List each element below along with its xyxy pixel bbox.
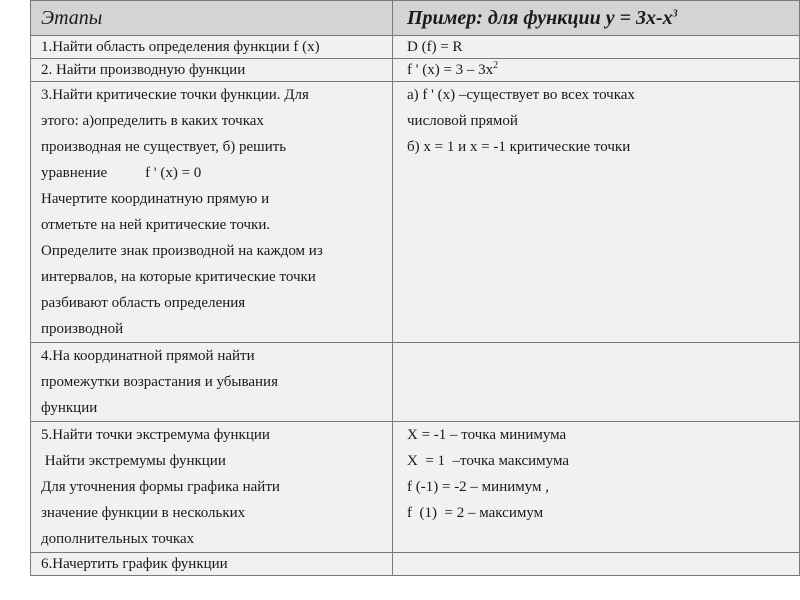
step-text: этого: а)определить в каких точках bbox=[41, 113, 264, 129]
table-row bbox=[31, 343, 800, 422]
step-cell bbox=[31, 343, 393, 422]
step-text: промежутки возрастания и убывания bbox=[41, 374, 278, 390]
example-text: Х = 1 –точка максимума bbox=[407, 453, 570, 469]
equation-text: f ' (x) = 0 bbox=[145, 165, 202, 181]
step-cell bbox=[31, 36, 393, 59]
step-cell bbox=[31, 553, 393, 576]
step-text: интервалов, на которые критические точки bbox=[41, 269, 316, 285]
step-text: 6.Начертить график функции bbox=[41, 556, 228, 572]
step-text: значение функции в нескольких bbox=[41, 505, 246, 521]
step-text: Начертите координатную прямую и bbox=[41, 191, 270, 207]
example-cell bbox=[393, 59, 800, 82]
header-example-exponent: 3 bbox=[672, 8, 678, 20]
step-text: производная не существует, б) решить bbox=[41, 139, 287, 155]
example-text: f (-1) = -2 – минимум , bbox=[407, 479, 550, 495]
header-row bbox=[31, 1, 800, 36]
step-text: производной bbox=[41, 321, 124, 337]
step-text: дополнительных точках bbox=[41, 531, 195, 547]
steps-table bbox=[30, 0, 800, 576]
example-text: D (f) = R bbox=[407, 39, 463, 55]
derivative-exponent: 2 bbox=[493, 60, 499, 71]
step-text: функции bbox=[41, 400, 98, 416]
step-text: Определите знак производной на каждом из bbox=[41, 243, 323, 259]
step-text: уравнение bbox=[41, 165, 108, 181]
example-cell bbox=[393, 82, 800, 343]
step-cell bbox=[31, 59, 393, 82]
example-cell bbox=[393, 36, 800, 59]
header-example-label: Пример: для функции y = 3x-x bbox=[407, 7, 673, 29]
step-text: 3.Найти критические точки функции. Для bbox=[41, 87, 309, 103]
example-cell bbox=[393, 343, 800, 422]
table-row bbox=[31, 36, 800, 59]
equation-line bbox=[41, 160, 386, 186]
step-text: 2. Найти производную функции bbox=[41, 62, 246, 78]
example-text bbox=[407, 59, 793, 81]
table-row bbox=[31, 82, 800, 343]
table-row bbox=[31, 59, 800, 82]
step-cell bbox=[31, 82, 393, 343]
example-cell bbox=[393, 422, 800, 553]
step-text: 4.На координатной прямой найти bbox=[41, 348, 255, 364]
step-text: 5.Найти точки экстремума функции bbox=[41, 427, 270, 443]
example-text: числовой прямой bbox=[407, 113, 518, 129]
step-text: Для уточнения формы графика найти bbox=[41, 479, 280, 495]
step-text: отметьте на ней критические точки. bbox=[41, 217, 271, 233]
example-text: а) f ' (x) –существует во всех точках bbox=[407, 87, 635, 103]
table-row bbox=[31, 422, 800, 553]
example-text: б) х = 1 и х = -1 критические точки bbox=[407, 139, 631, 155]
example-cell bbox=[393, 553, 800, 576]
step-text: Найти экстремумы функции bbox=[41, 453, 226, 469]
step-cell bbox=[31, 422, 393, 553]
example-text: f (1) = 2 – максимум bbox=[407, 505, 544, 521]
header-example bbox=[393, 1, 800, 36]
header-stages bbox=[31, 1, 393, 36]
example-text: Х = -1 – точка минимума bbox=[407, 427, 567, 443]
step-text: 1.Найти область определения функции f (x) bbox=[41, 39, 320, 55]
derivative-text: f ' (x) = 3 – 3x bbox=[407, 62, 494, 78]
step-text: разбивают область определения bbox=[41, 295, 246, 311]
table-row bbox=[31, 553, 800, 576]
header-stages-label: Этапы bbox=[41, 7, 103, 29]
